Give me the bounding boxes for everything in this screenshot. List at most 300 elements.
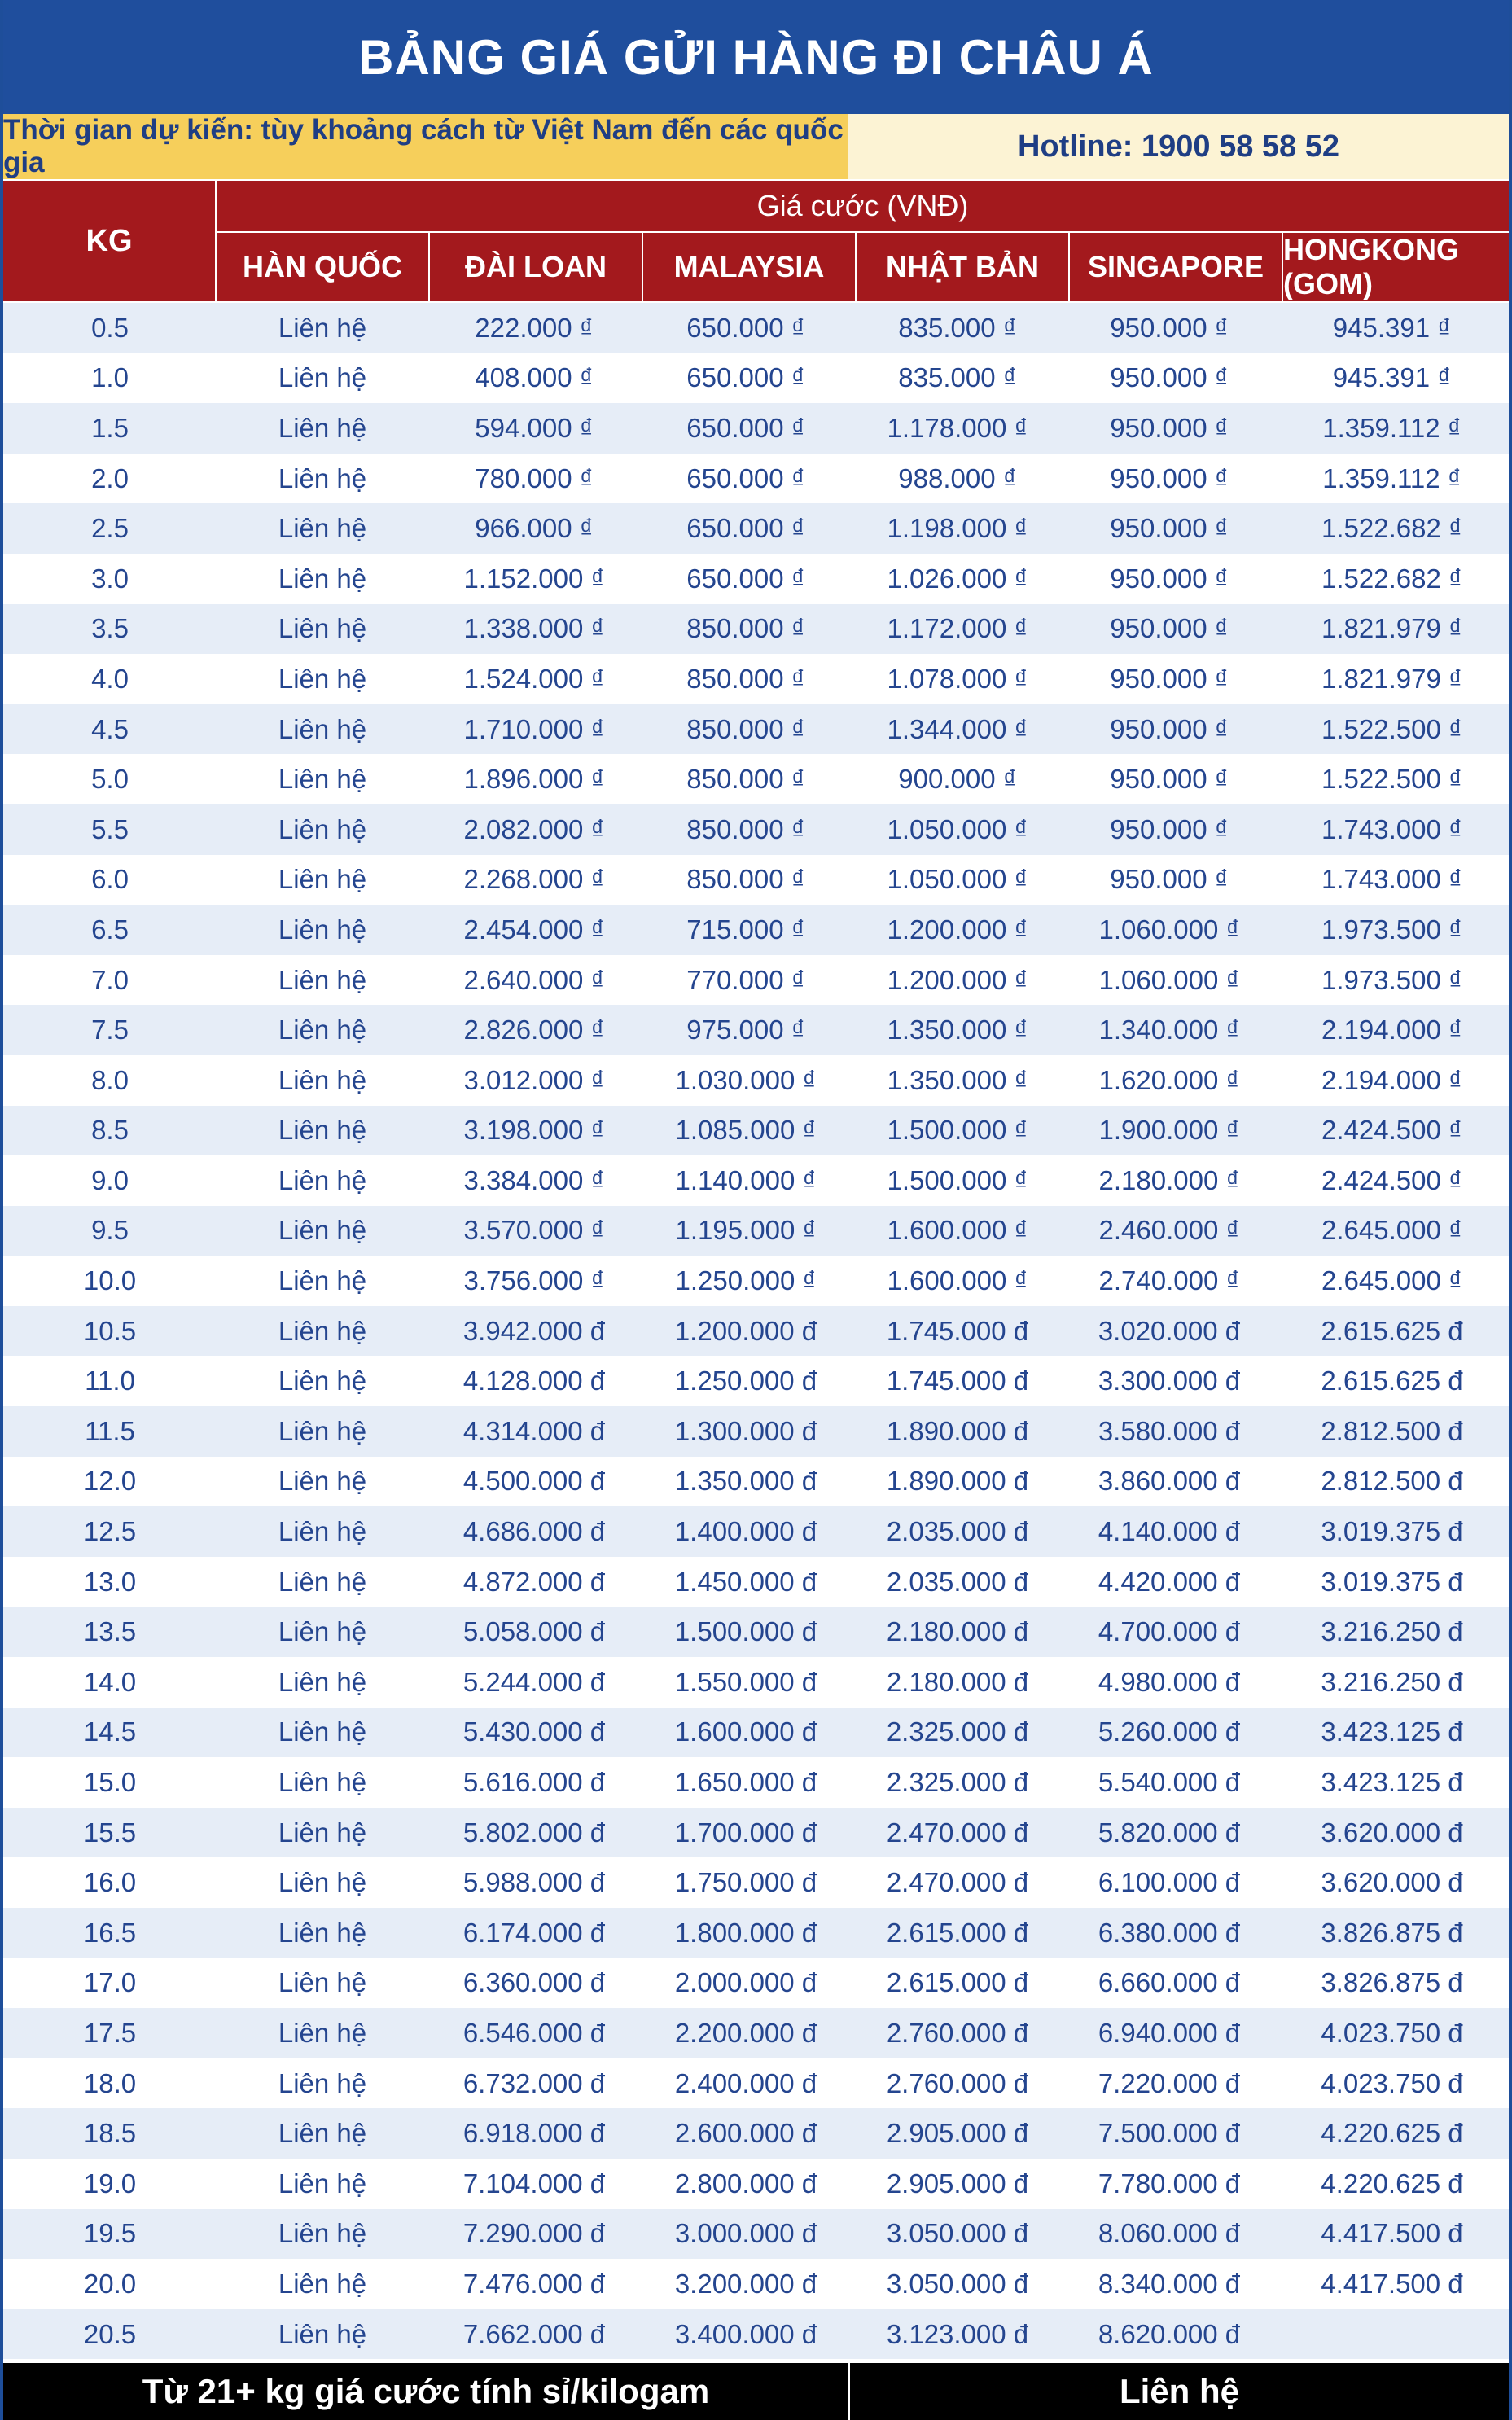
- table-row: [3, 1607, 1509, 1657]
- weight-cell: 5.0: [91, 764, 129, 795]
- price-cell: 770.000 ₫: [686, 964, 805, 995]
- weight-cell: 11.0: [85, 1366, 135, 1396]
- price-cell: 2.615.625 đ: [1321, 1366, 1463, 1396]
- price-cell: 7.104.000 đ: [462, 2168, 606, 2199]
- price-cell: 975.000 ₫: [686, 1015, 805, 1046]
- price-cell: 1.200.000 ₫: [887, 914, 1028, 945]
- price-cell: Liên hệ: [278, 1115, 367, 1146]
- header-price: Giá cước (VNĐ): [217, 181, 1509, 233]
- price-cell: 950.000 ₫: [1110, 362, 1229, 393]
- header-col-singapore: SINGAPORE: [1070, 233, 1283, 301]
- price-cell: 1.743.000 ₫: [1321, 864, 1462, 895]
- price-cell: 3.826.875 đ: [1321, 1917, 1463, 1948]
- weight-cell: 4.5: [91, 713, 129, 744]
- price-cell: 5.616.000 đ: [462, 1767, 606, 1798]
- price-cell: 3.300.000 đ: [1098, 1366, 1241, 1396]
- weight-cell: 17.0: [83, 1967, 137, 1998]
- price-cell: 1.522.500 ₫: [1321, 764, 1462, 795]
- weight-cell: 7.0: [91, 964, 129, 995]
- table-row: [3, 804, 1509, 855]
- price-cell: 1.650.000 đ: [674, 1767, 817, 1798]
- price-cell: Liên hệ: [278, 1666, 367, 1697]
- price-cell: 1.350.000 đ: [674, 1466, 817, 1497]
- weight-cell: 5.5: [91, 813, 129, 844]
- price-cell: 1.600.000 ₫: [887, 1265, 1028, 1296]
- price-cell: 2.400.000 đ: [674, 2067, 817, 2098]
- table-row: [3, 604, 1509, 655]
- price-cell: Liên hệ: [278, 2067, 367, 2098]
- price-cell: Liên hệ: [278, 563, 367, 594]
- price-cell: 3.860.000 đ: [1098, 1466, 1241, 1497]
- delivery-time-note: Thời gian dự kiến: tùy khoảng cách từ Việt Nam đến các quốc gia: [3, 114, 848, 179]
- price-cell: 650.000 ₫: [686, 513, 805, 544]
- weight-cell: 8.0: [91, 1064, 129, 1095]
- price-cell: 1.522.682 ₫: [1321, 513, 1462, 544]
- hotline[interactable]: Hotline: 1900 58 58 52: [848, 114, 1509, 179]
- weight-cell: 15.0: [83, 1767, 137, 1798]
- price-cell: 2.826.000 ₫: [463, 1015, 605, 1046]
- weight-cell: 12.0: [83, 1466, 137, 1497]
- price-cell: 2.760.000 đ: [886, 2017, 1029, 2048]
- price-cell: 950.000 ₫: [1110, 412, 1229, 443]
- price-cell: 1.745.000 đ: [886, 1366, 1029, 1396]
- price-cell: 1.500.000 ₫: [887, 1115, 1028, 1146]
- weight-cell: 1.5: [91, 412, 129, 443]
- price-cell: 4.980.000 đ: [1098, 1666, 1241, 1697]
- price-cell: 835.000 ₫: [898, 312, 1017, 343]
- header-col-japan: NHẬT BẢN: [857, 233, 1070, 301]
- price-cell: 2.268.000 ₫: [463, 864, 605, 895]
- price-cell: Liên hệ: [278, 1716, 367, 1747]
- price-cell: 1.800.000 đ: [674, 1917, 817, 1948]
- weight-cell: 16.5: [83, 1917, 137, 1948]
- price-cell: 1.172.000 ₫: [887, 613, 1028, 644]
- header-country-columns: [217, 233, 1509, 301]
- price-cell: 594.000 ₫: [475, 412, 594, 443]
- price-cell: 2.600.000 đ: [674, 2118, 817, 2149]
- table-row: [3, 1506, 1509, 1557]
- price-cell: 2.460.000 ₫: [1098, 1215, 1240, 1246]
- table-row: [3, 1256, 1509, 1306]
- price-cell: 2.180.000 ₫: [1098, 1164, 1240, 1195]
- table-row: [3, 403, 1509, 454]
- price-cell: 1.524.000 ₫: [463, 663, 605, 694]
- table-row: [3, 1708, 1509, 1758]
- table-row: [3, 905, 1509, 955]
- price-cell: 1.060.000 ₫: [1098, 964, 1240, 995]
- price-cell: Liên hệ: [278, 513, 367, 544]
- weight-cell: 6.0: [91, 864, 129, 895]
- price-cell: 4.872.000 đ: [462, 1566, 606, 1597]
- table-row: [3, 704, 1509, 755]
- weight-cell: 20.5: [83, 2318, 137, 2349]
- price-cell: 2.194.000 ₫: [1321, 1015, 1462, 1046]
- table-row: [3, 1808, 1509, 1858]
- table-row: [3, 1757, 1509, 1808]
- table-row: [3, 503, 1509, 554]
- table-row: [3, 1005, 1509, 1055]
- price-cell: Liên hệ: [278, 864, 367, 895]
- price-cell: Liên hệ: [278, 1917, 367, 1948]
- price-cell: 1.250.000 đ: [674, 1366, 817, 1396]
- price-cell: 715.000 ₫: [686, 914, 805, 945]
- weight-cell: 19.5: [83, 2218, 137, 2249]
- price-cell: 2.180.000 đ: [886, 1616, 1029, 1647]
- price-cell: 1.973.500 ₫: [1321, 914, 1462, 945]
- price-cell: 6.380.000 đ: [1098, 1917, 1241, 1948]
- header-price-group: [217, 181, 1509, 301]
- table-body: [3, 303, 1509, 2359]
- price-cell: 3.826.875 đ: [1321, 1967, 1463, 1998]
- weight-cell: 19.0: [83, 2168, 137, 2199]
- price-cell: 1.890.000 đ: [886, 1415, 1029, 1446]
- price-cell: 2.454.000 ₫: [463, 914, 605, 945]
- price-cell: 2.082.000 ₫: [463, 813, 605, 844]
- price-cell: 950.000 ₫: [1110, 613, 1229, 644]
- price-cell: 2.615.625 đ: [1321, 1315, 1463, 1346]
- price-cell: 2.035.000 đ: [886, 1566, 1029, 1597]
- price-cell: 900.000 ₫: [898, 764, 1017, 795]
- price-cell: Liên hệ: [278, 1064, 367, 1095]
- price-cell: 7.662.000 đ: [462, 2318, 606, 2349]
- price-cell: 850.000 ₫: [686, 613, 805, 644]
- price-cell: 408.000 ₫: [475, 362, 594, 393]
- price-cell: 835.000 ₫: [898, 362, 1017, 393]
- price-cell: 950.000 ₫: [1110, 563, 1229, 594]
- price-cell: 1.350.000 ₫: [887, 1064, 1028, 1095]
- price-cell: 950.000 ₫: [1110, 663, 1229, 694]
- weight-cell: 11.5: [85, 1415, 135, 1446]
- weight-cell: 8.5: [91, 1115, 129, 1146]
- price-cell: 3.756.000 ₫: [463, 1265, 605, 1296]
- price-cell: 2.035.000 đ: [886, 1516, 1029, 1547]
- price-cell: 5.430.000 đ: [462, 1716, 606, 1747]
- price-cell: 2.812.500 đ: [1321, 1466, 1463, 1497]
- weight-cell: 6.5: [91, 914, 129, 945]
- price-cell: 3.384.000 ₫: [463, 1164, 605, 1195]
- price-cell: 1.050.000 ₫: [887, 864, 1028, 895]
- table-row: [3, 1557, 1509, 1607]
- weight-cell: 3.0: [91, 563, 129, 594]
- price-cell: 5.260.000 đ: [1098, 1716, 1241, 1747]
- weight-cell: 18.0: [83, 2067, 137, 2098]
- price-cell: 2.615.000 đ: [886, 1917, 1029, 1948]
- price-cell: 1.550.000 đ: [674, 1666, 817, 1697]
- price-cell: 4.417.500 đ: [1321, 2268, 1463, 2299]
- table-row: [3, 1055, 1509, 1106]
- price-cell: [1275, 2309, 1509, 2360]
- price-cell: Liên hệ: [278, 1164, 367, 1195]
- price-cell: 1.300.000 đ: [674, 1415, 817, 1446]
- price-cell: 8.060.000 đ: [1098, 2218, 1241, 2249]
- price-cell: Liên hệ: [278, 1415, 367, 1446]
- price-cell: 650.000 ₫: [686, 463, 805, 493]
- weight-cell: 1.0: [91, 362, 129, 393]
- price-cell: 2.200.000 đ: [674, 2017, 817, 2048]
- price-cell: 966.000 ₫: [475, 513, 594, 544]
- table-row: [3, 1457, 1509, 1507]
- price-cell: 3.123.000 đ: [886, 2318, 1029, 2349]
- weight-cell: 0.5: [91, 312, 129, 343]
- price-cell: 950.000 ₫: [1110, 764, 1229, 795]
- price-cell: Liên hệ: [278, 2268, 367, 2299]
- table-row: [3, 554, 1509, 604]
- price-cell: 3.570.000 ₫: [463, 1215, 605, 1246]
- price-cell: 4.220.625 đ: [1321, 2118, 1463, 2149]
- price-cell: 1.026.000 ₫: [887, 563, 1028, 594]
- weight-cell: 15.5: [83, 1817, 137, 1848]
- price-cell: 2.325.000 đ: [886, 1767, 1029, 1798]
- price-cell: 1.522.500 ₫: [1321, 713, 1462, 744]
- price-cell: 1.200.000 ₫: [887, 964, 1028, 995]
- price-cell: 3.423.125 đ: [1321, 1716, 1463, 1747]
- price-cell: 3.050.000 đ: [886, 2268, 1029, 2299]
- price-cell: 2.424.500 ₫: [1321, 1164, 1462, 1195]
- price-cell: 850.000 ₫: [686, 864, 805, 895]
- price-cell: Liên hệ: [278, 2168, 367, 2199]
- weight-cell: 20.0: [83, 2268, 137, 2299]
- bulk-rate-note: Từ 21+ kg giá cước tính sỉ/kilogam: [3, 2363, 850, 2420]
- table-row: [3, 303, 1509, 353]
- price-cell: 850.000 ₫: [686, 713, 805, 744]
- table-row: [3, 1155, 1509, 1206]
- price-cell: 1.178.000 ₫: [887, 412, 1028, 443]
- price-cell: 3.200.000 đ: [674, 2268, 817, 2299]
- price-cell: 1.821.979 ₫: [1321, 613, 1462, 644]
- price-cell: 1.743.000 ₫: [1321, 813, 1462, 844]
- price-cell: Liên hệ: [278, 764, 367, 795]
- price-cell: Liên hệ: [278, 1867, 367, 1898]
- price-cell: 1.078.000 ₫: [887, 663, 1028, 694]
- table-row: [3, 1306, 1509, 1357]
- header-kg: KG: [3, 181, 217, 301]
- price-cell: 6.940.000 đ: [1098, 2017, 1241, 2048]
- price-cell: 7.780.000 đ: [1098, 2168, 1241, 2199]
- price-cell: 2.812.500 đ: [1321, 1415, 1463, 1446]
- price-cell: 1.195.000 ₫: [675, 1215, 817, 1246]
- weight-cell: 3.5: [91, 613, 129, 644]
- price-cell: 5.988.000 đ: [462, 1867, 606, 1898]
- price-cell: 4.700.000 đ: [1098, 1616, 1241, 1647]
- weight-cell: 12.5: [83, 1516, 137, 1547]
- price-cell: Liên hệ: [278, 964, 367, 995]
- price-cell: 5.820.000 đ: [1098, 1817, 1241, 1848]
- info-bar: [3, 114, 1509, 181]
- price-cell: 4.023.750 đ: [1321, 2067, 1463, 2098]
- price-cell: 3.019.375 đ: [1321, 1566, 1463, 1597]
- price-cell: Liên hệ: [278, 1315, 367, 1346]
- price-cell: 6.732.000 đ: [462, 2067, 606, 2098]
- price-cell: 4.417.500 đ: [1321, 2218, 1463, 2249]
- table-row: [3, 2058, 1509, 2109]
- table-row: [3, 754, 1509, 804]
- price-cell: 2.470.000 đ: [886, 1817, 1029, 1848]
- price-cell: 3.216.250 đ: [1321, 1616, 1463, 1647]
- price-cell: 650.000 ₫: [686, 412, 805, 443]
- price-cell: 1.600.000 đ: [674, 1716, 817, 1747]
- table-header: [3, 181, 1509, 303]
- price-cell: 1.890.000 đ: [886, 1466, 1029, 1497]
- table-footer: [3, 2363, 1509, 2420]
- price-cell: 6.360.000 đ: [462, 1967, 606, 1998]
- weight-cell: 13.0: [83, 1566, 137, 1597]
- header-col-hongkong: HONGKONG (GOM): [1283, 233, 1459, 300]
- price-cell: 1.620.000 ₫: [1098, 1064, 1240, 1095]
- price-cell: 850.000 ₫: [686, 663, 805, 694]
- table-row: [3, 1958, 1509, 2009]
- price-cell: 1.750.000 đ: [674, 1867, 817, 1898]
- price-cell: Liên hệ: [278, 813, 367, 844]
- price-cell: Liên hệ: [278, 1015, 367, 1046]
- price-cell: Liên hệ: [278, 1215, 367, 1246]
- price-cell: 8.340.000 đ: [1098, 2268, 1241, 2299]
- header-col-malaysia: MALAYSIA: [643, 233, 857, 301]
- price-cell: 4.686.000 đ: [462, 1516, 606, 1547]
- table-row: [3, 2108, 1509, 2159]
- price-cell: 3.198.000 ₫: [463, 1115, 605, 1146]
- price-cell: 5.540.000 đ: [1098, 1767, 1241, 1798]
- price-cell: 4.023.750 đ: [1321, 2017, 1463, 2048]
- price-cell: 4.140.000 đ: [1098, 1516, 1241, 1547]
- price-cell: 2.325.000 đ: [886, 1716, 1029, 1747]
- table-row: [3, 2159, 1509, 2209]
- weight-cell: 4.0: [91, 663, 129, 694]
- price-cell: 3.580.000 đ: [1098, 1415, 1241, 1446]
- price-cell: 2.424.500 ₫: [1321, 1115, 1462, 1146]
- price-cell: 945.391 ₫: [1332, 312, 1452, 343]
- price-cell: 950.000 ₫: [1110, 813, 1229, 844]
- price-cell: Liên hệ: [278, 2318, 367, 2349]
- price-cell: 7.500.000 đ: [1098, 2118, 1241, 2149]
- table-row: [3, 2209, 1509, 2260]
- price-cell: 1.900.000 ₫: [1098, 1115, 1240, 1146]
- price-cell: 950.000 ₫: [1110, 513, 1229, 544]
- price-cell: 3.050.000 đ: [886, 2218, 1029, 2249]
- price-cell: Liên hệ: [278, 2118, 367, 2149]
- price-cell: 650.000 ₫: [686, 312, 805, 343]
- price-cell: 2.194.000 ₫: [1321, 1064, 1462, 1095]
- price-cell: 7.476.000 đ: [462, 2268, 606, 2299]
- header-col-korea: HÀN QUỐC: [217, 233, 430, 301]
- price-cell: 3.423.125 đ: [1321, 1767, 1463, 1798]
- weight-cell: 10.0: [83, 1265, 137, 1296]
- weight-cell: 7.5: [91, 1015, 129, 1046]
- price-cell: 988.000 ₫: [898, 463, 1017, 493]
- price-cell: Liên hệ: [278, 1566, 367, 1597]
- price-cell: 5.244.000 đ: [462, 1666, 606, 1697]
- price-cell: 1.340.000 ₫: [1098, 1015, 1240, 1046]
- price-cell: 650.000 ₫: [686, 362, 805, 393]
- price-cell: Liên hệ: [278, 1767, 367, 1798]
- weight-cell: 9.5: [91, 1215, 129, 1246]
- price-cell: 3.942.000 đ: [462, 1315, 606, 1346]
- price-cell: 3.019.375 đ: [1321, 1516, 1463, 1547]
- price-cell: 1.522.682 ₫: [1321, 563, 1462, 594]
- price-cell: 2.905.000 đ: [886, 2118, 1029, 2149]
- header-col-taiwan: ĐÀI LOAN: [430, 233, 643, 301]
- price-cell: Liên hệ: [278, 1616, 367, 1647]
- table-row: [3, 454, 1509, 504]
- price-cell: 850.000 ₫: [686, 764, 805, 795]
- price-cell: 1.500.000 ₫: [887, 1164, 1028, 1195]
- weight-cell: 13.5: [83, 1616, 137, 1647]
- price-cell: 5.058.000 đ: [462, 1616, 606, 1647]
- price-cell: 3.012.000 ₫: [463, 1064, 605, 1095]
- price-cell: 6.918.000 đ: [462, 2118, 606, 2149]
- price-cell: 950.000 ₫: [1110, 713, 1229, 744]
- price-cell: Liên hệ: [278, 1265, 367, 1296]
- price-cell: 2.645.000 ₫: [1321, 1215, 1462, 1246]
- price-cell: Liên hệ: [278, 1366, 367, 1396]
- price-cell: 1.500.000 đ: [674, 1616, 817, 1647]
- price-cell: Liên hệ: [278, 412, 367, 443]
- table-row: [3, 2008, 1509, 2058]
- price-cell: Liên hệ: [278, 463, 367, 493]
- price-cell: 1.152.000 ₫: [463, 563, 605, 594]
- price-cell: 1.400.000 đ: [674, 1516, 817, 1547]
- price-cell: Liên hệ: [278, 914, 367, 945]
- price-cell: 1.710.000 ₫: [463, 713, 605, 744]
- table-row: [3, 1406, 1509, 1457]
- price-cell: 1.450.000 đ: [674, 1566, 817, 1597]
- price-cell: 1.140.000 ₫: [675, 1164, 817, 1195]
- price-cell: 1.338.000 ₫: [463, 613, 605, 644]
- weight-cell: 10.5: [83, 1315, 137, 1346]
- price-cell: Liên hệ: [278, 1817, 367, 1848]
- price-cell: 2.180.000 đ: [886, 1666, 1029, 1697]
- price-cell: 945.391 ₫: [1332, 362, 1452, 393]
- price-cell: 1.060.000 ₫: [1098, 914, 1240, 945]
- price-cell: Liên hệ: [278, 613, 367, 644]
- price-cell: 4.128.000 đ: [462, 1366, 606, 1396]
- price-cell: 3.400.000 đ: [674, 2318, 817, 2349]
- weight-cell: 2.5: [91, 513, 129, 544]
- price-cell: 2.760.000 đ: [886, 2067, 1029, 2098]
- price-cell: 3.216.250 đ: [1321, 1666, 1463, 1697]
- table-row: [3, 1206, 1509, 1256]
- price-cell: 4.420.000 đ: [1098, 1566, 1241, 1597]
- price-cell: 650.000 ₫: [686, 563, 805, 594]
- table-row: [3, 1908, 1509, 1958]
- table-row: [3, 1657, 1509, 1708]
- price-cell: 3.620.000 đ: [1321, 1817, 1463, 1848]
- table-row: [3, 855, 1509, 905]
- weight-cell: 14.5: [83, 1716, 137, 1747]
- price-cell: 2.905.000 đ: [886, 2168, 1029, 2199]
- weight-cell: 9.0: [91, 1164, 129, 1195]
- weight-cell: 18.5: [83, 2118, 137, 2149]
- price-cell: 1.745.000 đ: [886, 1315, 1029, 1346]
- price-cell: 222.000 ₫: [475, 312, 594, 343]
- price-cell: 1.896.000 ₫: [463, 764, 605, 795]
- price-cell: 4.314.000 đ: [462, 1415, 606, 1446]
- price-cell: 850.000 ₫: [686, 813, 805, 844]
- price-cell: 3.000.000 đ: [674, 2218, 817, 2249]
- price-cell: 5.802.000 đ: [462, 1817, 606, 1848]
- price-cell: 6.660.000 đ: [1098, 1967, 1241, 1998]
- price-cell: 1.700.000 đ: [674, 1817, 817, 1848]
- table-row: [3, 955, 1509, 1006]
- bulk-rate-contact[interactable]: Liên hệ: [1119, 2372, 1240, 2410]
- weight-cell: 14.0: [83, 1666, 137, 1697]
- price-cell: 7.290.000 đ: [462, 2218, 606, 2249]
- price-cell: 6.174.000 đ: [462, 1917, 606, 1948]
- price-cell: 3.620.000 đ: [1321, 1867, 1463, 1898]
- price-cell: 1.085.000 ₫: [675, 1115, 817, 1146]
- weight-cell: 17.5: [83, 2017, 137, 2048]
- price-cell: 780.000 ₫: [475, 463, 594, 493]
- table-row: [3, 654, 1509, 704]
